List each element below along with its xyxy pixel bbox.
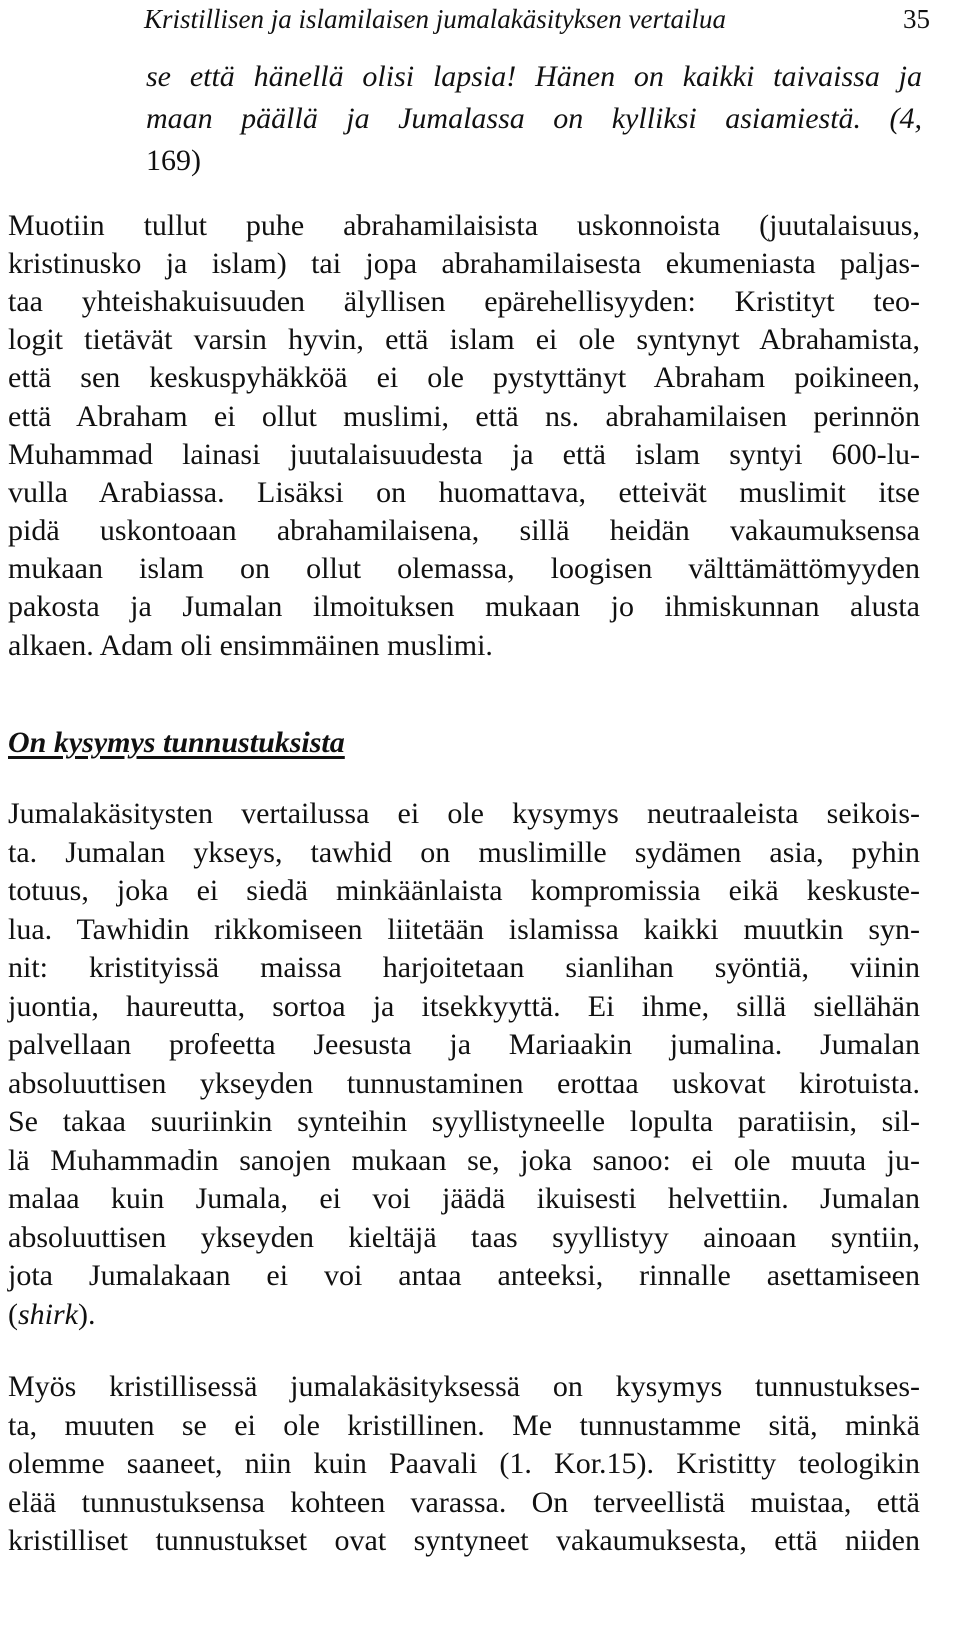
text-line: että sen keskuspyhäkköä ei ole pystyttänyt Abraham poikineen, — [8, 361, 920, 394]
text-line: ta. Jumalan ykseys, tawhid on muslimille sydämen asia, pyhin — [8, 836, 920, 869]
text-line: absoluuttisen ykseyden kieltäjä taas syyllistyy ainoaan syntiin, — [8, 1221, 920, 1254]
quote-line: 169) — [146, 144, 201, 177]
text-line: Muotiin tullut puhe abrahamilaisista uskonnoista (juutalaisuus, — [8, 209, 920, 242]
text-line: palvellaan profeetta Jeesusta ja Mariaakin jumalina. Jumalan — [8, 1028, 920, 1061]
text-line: pidä uskontoaan abrahamilaisena, sillä heidän vakaumuksensa — [8, 514, 920, 547]
text-line: logit tietävät varsin hyvin, että islam ei ole syntynyt Abrahamista, — [8, 323, 920, 356]
text-line: mukaan islam on ollut olemassa, loogisen välttämättömyyden — [8, 552, 920, 585]
text-line: että Abraham ei ollut muslimi, että ns. abrahamilaisen perinnön — [8, 400, 920, 433]
text-line: Muhammad lainasi juutalaisuudesta ja että islam syntyi 600-lu- — [8, 438, 920, 471]
text-line: ta, muuten se ei ole kristillinen. Me tunnustamme sitä, minkä — [8, 1409, 920, 1442]
text-line: lä Muhammadin sanojen mukaan se, joka sanoo: ei ole muuta ju- — [8, 1144, 920, 1177]
text-line: alkaen. Adam oli ensimmäinen muslimi. — [8, 629, 493, 662]
header-title: Kristillisen ja islamilaisen jumalakäsityksen vertailua — [144, 4, 726, 34]
text-line: Se takaa suuriinkin synteihin syyllistyneelle lopulta paratiisin, sil- — [8, 1105, 920, 1138]
section-heading: On kysymys tunnustuksista — [8, 726, 345, 759]
paren-close: ). — [78, 1298, 96, 1331]
text-line: kristinusko ja islam) tai jopa abrahamilaisesta ekumeniasta paljas- — [8, 247, 920, 280]
text-line: taa yhteishakuisuuden älyllisen epärehellisyyden: Kristityt teo- — [8, 285, 920, 318]
text-line: juontia, haureutta, sortoa ja itsekkyyttä. Ei ihme, sillä siellähän — [8, 990, 920, 1023]
text-line: elää tunnustuksensa kohteen varassa. On terveellistä muistaa, että — [8, 1486, 920, 1519]
paren-open: ( — [8, 1298, 18, 1331]
term-shirk: shirk — [18, 1298, 78, 1331]
text-line: kristilliset tunnustukset ovat syntyneet vakaumuksesta, että niiden — [8, 1524, 920, 1557]
quote-line: maan päällä ja Jumalassa on kylliksi asiamiestä. (4, — [146, 102, 922, 135]
text-line: Jumalakäsitysten vertailussa ei ole kysymys neutraaleista seikois- — [8, 797, 920, 830]
text-line: olemme saaneet, niin kuin Paavali (1. Kor.15). Kristitty teologikin — [8, 1447, 920, 1480]
text-line: vulla Arabiassa. Lisäksi on huomattava, etteivät muslimit itse — [8, 476, 920, 509]
text-line: malaa kuin Jumala, ei voi jäädä ikuisesti helvettiin. Jumalan — [8, 1182, 920, 1215]
text-line: totuus, joka ei siedä minkäänlaista kompromissia eikä keskuste- — [8, 874, 920, 907]
page-number: 35 — [903, 4, 930, 34]
text-line: nit: kristityissä maissa harjoitetaan sianlihan syöntiä, viinin — [8, 951, 920, 984]
text-line: pakosta ja Jumalan ilmoituksen mukaan jo ihmiskunnan alusta — [8, 590, 920, 623]
text-line: lua. Tawhidin rikkomiseen liitetään islamissa kaikki muutkin syn- — [8, 913, 920, 946]
text-line: absoluuttisen ykseyden tunnustaminen erottaa uskovat kirotuista. — [8, 1067, 920, 1100]
text-line: jota Jumalakaan ei voi antaa anteeksi, rinnalle asettamiseen — [8, 1259, 920, 1292]
text-line-last — [8, 1296, 96, 1334]
quote-line: se että hänellä olisi lapsia! Hänen on kaikki taivaissa ja — [146, 60, 922, 93]
running-header — [144, 2, 930, 36]
text-line: Myös kristillisessä jumalakäsityksessä on kysymys tunnustukses- — [8, 1370, 920, 1403]
